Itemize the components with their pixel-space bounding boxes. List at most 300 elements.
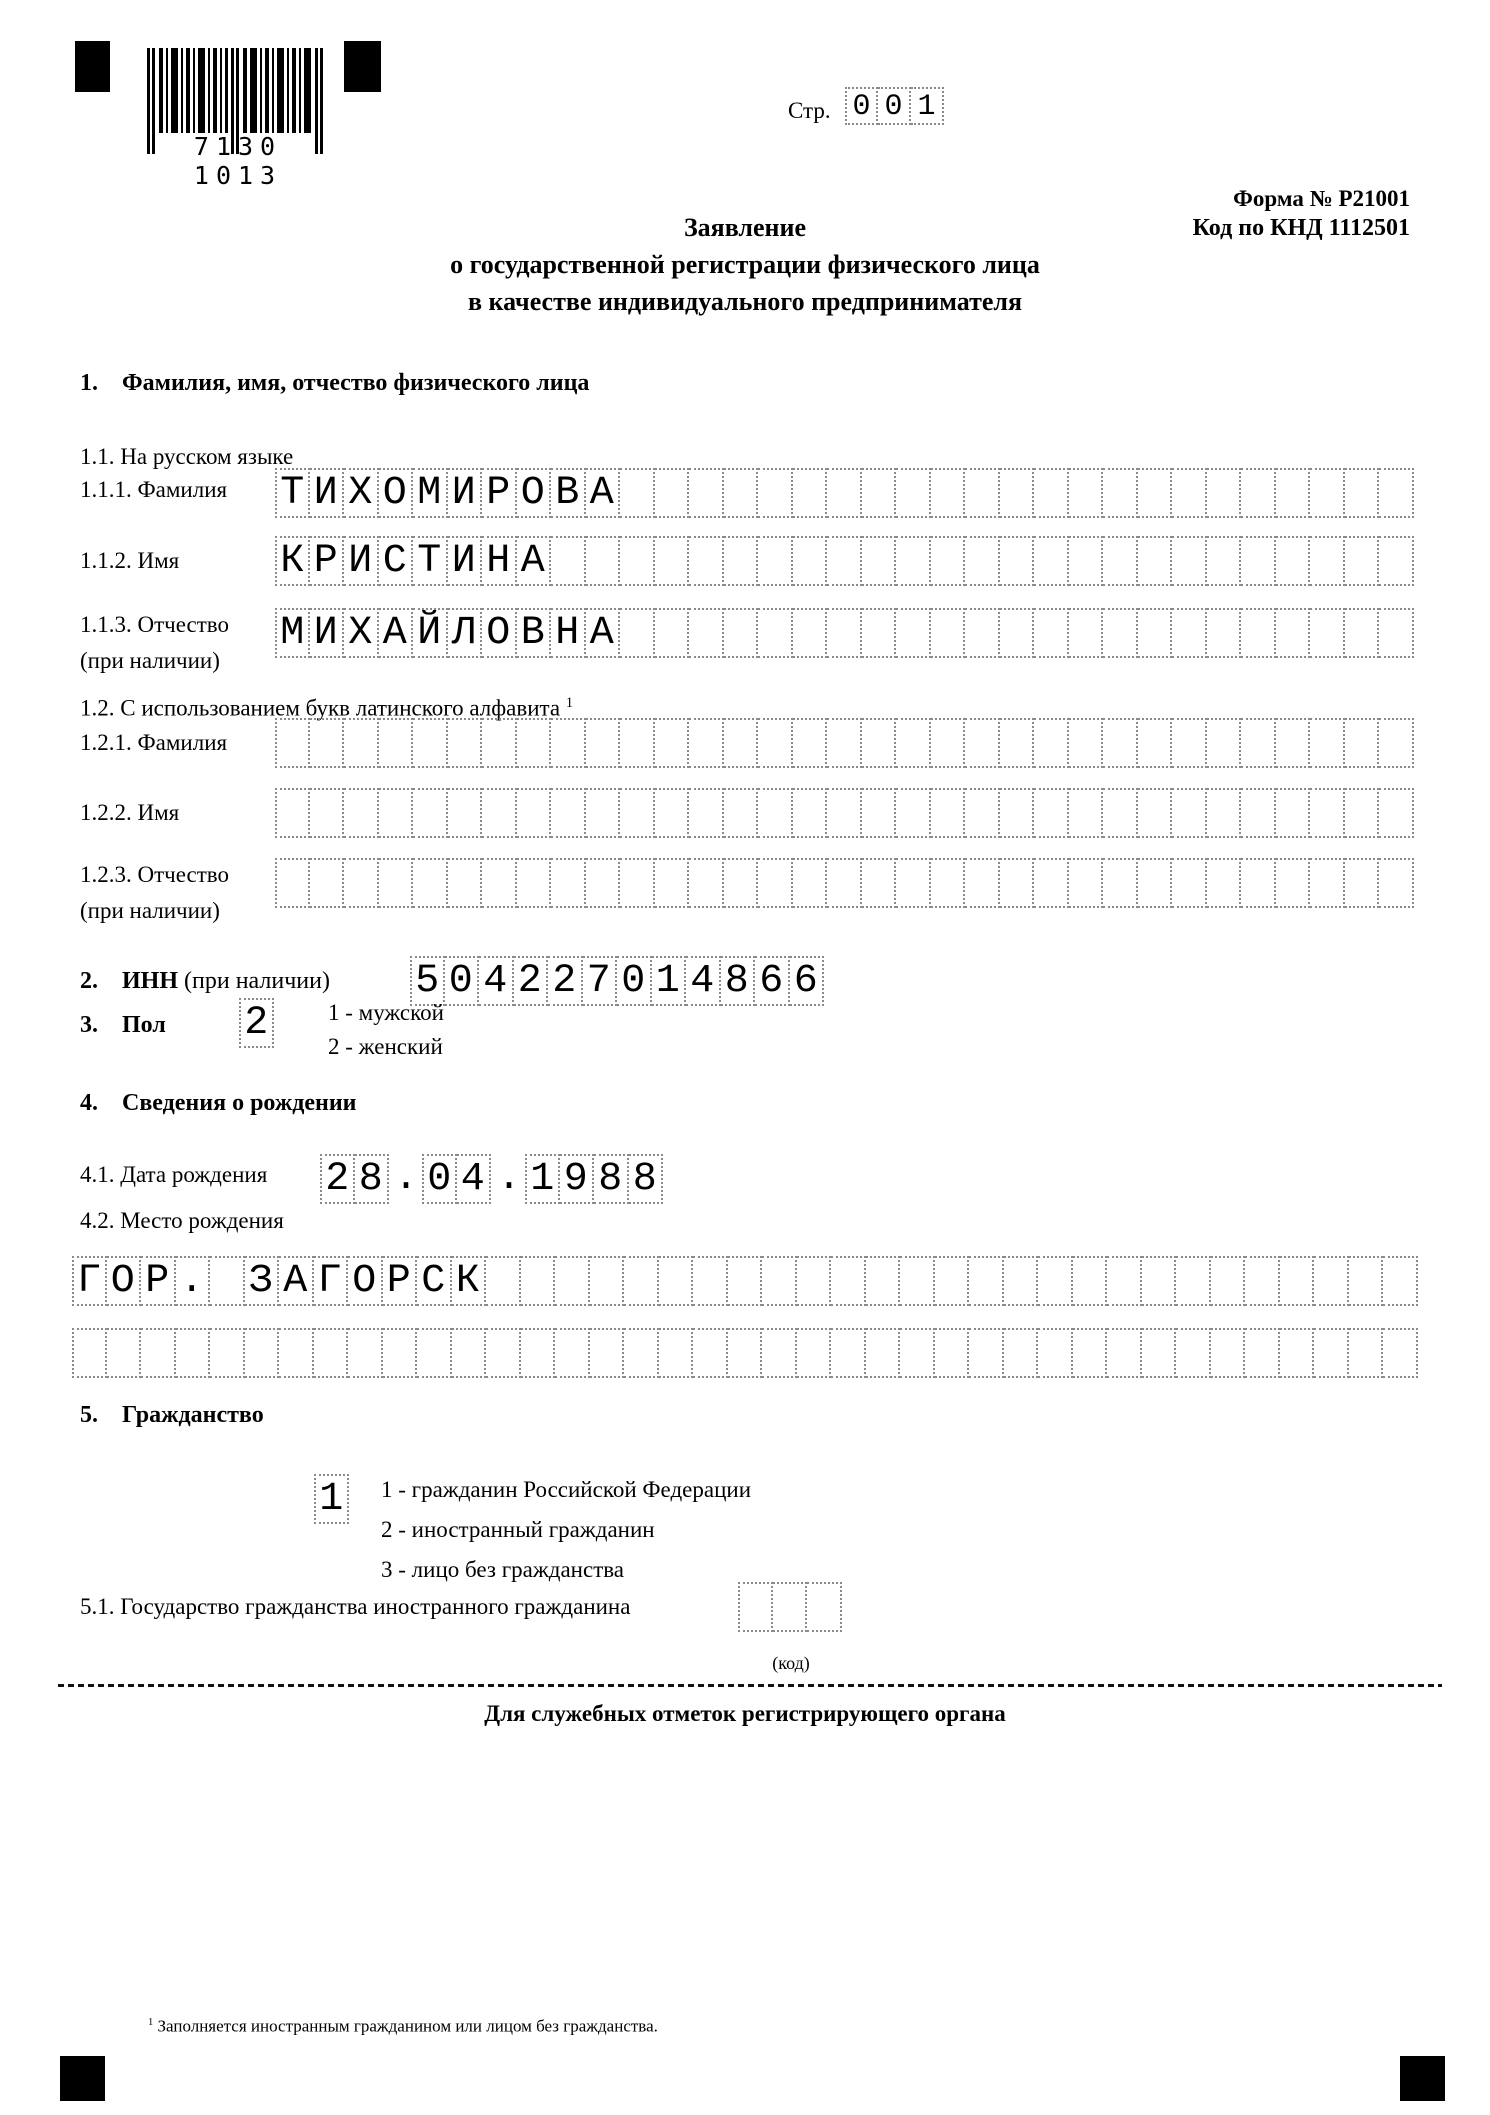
grid-cell[interactable] [1138, 788, 1173, 838]
grid-cell[interactable]: 6 [790, 956, 825, 1006]
grid-cell[interactable] [807, 1582, 842, 1632]
grid-cell[interactable] [586, 788, 621, 838]
birth-day-field[interactable] [320, 1154, 389, 1204]
grid-cell[interactable] [1000, 608, 1035, 658]
grid-cell[interactable]: Р [482, 468, 517, 518]
grid-cell[interactable]: 2 [548, 956, 583, 1006]
grid-cell[interactable] [1310, 608, 1345, 658]
patronymic-lat-field[interactable] [275, 858, 1414, 908]
grid-cell[interactable] [659, 1328, 694, 1378]
grid-cell[interactable] [1172, 718, 1207, 768]
grid-cell[interactable] [1103, 788, 1138, 838]
grid-cell[interactable] [417, 1328, 452, 1378]
grid-cell[interactable] [275, 788, 310, 838]
grid-cell[interactable] [1038, 1328, 1073, 1378]
grid-cell[interactable] [762, 1256, 797, 1306]
grid-cell[interactable] [935, 1328, 970, 1378]
grid-cell[interactable] [900, 1256, 935, 1306]
grid-cell[interactable]: 4 [479, 956, 514, 1006]
grid-cell[interactable] [1000, 858, 1035, 908]
grid-cell[interactable] [413, 858, 448, 908]
grid-cell[interactable] [1138, 468, 1173, 518]
grid-cell[interactable] [655, 536, 690, 586]
grid-cell[interactable] [555, 1328, 590, 1378]
grid-cell[interactable] [1241, 858, 1276, 908]
grid-cell[interactable] [1073, 1328, 1108, 1378]
grid-cell[interactable] [72, 1328, 107, 1378]
grid-cell[interactable] [1345, 536, 1380, 586]
grid-cell[interactable] [1245, 1328, 1280, 1378]
citizenship-code-field[interactable] [314, 1474, 349, 1524]
grid-cell[interactable] [1138, 608, 1173, 658]
grid-cell[interactable] [344, 858, 379, 908]
grid-cell[interactable]: З [245, 1256, 280, 1306]
grid-cell[interactable]: 1 [314, 1474, 349, 1524]
grid-cell[interactable] [586, 718, 621, 768]
grid-cell[interactable] [693, 1256, 728, 1306]
grid-cell[interactable]: 4 [686, 956, 721, 1006]
grid-cell[interactable] [965, 788, 1000, 838]
grid-cell[interactable] [275, 718, 310, 768]
grid-cell[interactable] [724, 858, 759, 908]
grid-cell[interactable]: Н [551, 608, 586, 658]
grid-cell[interactable] [1107, 1256, 1142, 1306]
grid-cell[interactable] [1000, 788, 1035, 838]
grid-cell[interactable]: И [310, 468, 345, 518]
grid-cell[interactable] [969, 1256, 1004, 1306]
grid-cell[interactable] [793, 536, 828, 586]
grid-cell[interactable] [831, 1328, 866, 1378]
grid-cell[interactable] [896, 858, 931, 908]
grid-cell[interactable] [586, 858, 621, 908]
grid-cell[interactable] [1211, 1328, 1246, 1378]
birth-month-field[interactable] [422, 1154, 491, 1204]
grid-cell[interactable] [866, 1328, 901, 1378]
grid-cell[interactable]: Г [314, 1256, 349, 1306]
grid-cell[interactable] [793, 718, 828, 768]
grid-cell[interactable] [1103, 608, 1138, 658]
grid-cell[interactable]: О [517, 468, 552, 518]
grid-cell[interactable]: С [417, 1256, 452, 1306]
grid-cell[interactable] [931, 608, 966, 658]
grid-cell[interactable] [728, 1328, 763, 1378]
grid-cell[interactable]: С [379, 536, 414, 586]
grid-cell[interactable] [1069, 608, 1104, 658]
grid-cell[interactable] [1276, 788, 1311, 838]
grid-cell[interactable] [517, 858, 552, 908]
grid-cell[interactable] [689, 718, 724, 768]
grid-cell[interactable] [862, 788, 897, 838]
grid-cell[interactable] [793, 468, 828, 518]
grid-cell[interactable] [1103, 468, 1138, 518]
grid-cell[interactable] [1379, 788, 1414, 838]
grid-cell[interactable]: 8 [721, 956, 756, 1006]
grid-cell[interactable]: 1 [911, 87, 944, 125]
grid-cell[interactable] [620, 608, 655, 658]
grid-cell[interactable] [900, 1328, 935, 1378]
grid-cell[interactable] [486, 1256, 521, 1306]
grid-cell[interactable] [1069, 468, 1104, 518]
grid-cell[interactable] [1172, 468, 1207, 518]
grid-cell[interactable]: 4 [457, 1154, 492, 1204]
grid-cell[interactable] [1276, 468, 1311, 518]
grid-cell[interactable] [689, 468, 724, 518]
grid-cell[interactable] [1310, 858, 1345, 908]
grid-cell[interactable] [862, 858, 897, 908]
grid-cell[interactable]: И [310, 608, 345, 658]
grid-cell[interactable] [965, 858, 1000, 908]
grid-cell[interactable] [486, 1328, 521, 1378]
grid-cell[interactable] [551, 536, 586, 586]
grid-cell[interactable] [827, 788, 862, 838]
grid-cell[interactable] [448, 788, 483, 838]
grid-cell[interactable] [896, 788, 931, 838]
grid-cell[interactable]: Х [344, 468, 379, 518]
grid-cell[interactable]: А [279, 1256, 314, 1306]
grid-cell[interactable] [896, 468, 931, 518]
grid-cell[interactable] [724, 718, 759, 768]
grid-cell[interactable] [1069, 858, 1104, 908]
grid-cell[interactable] [1207, 718, 1242, 768]
grid-cell[interactable] [969, 1328, 1004, 1378]
birth-place-field-row2[interactable] [72, 1328, 1418, 1378]
grid-cell[interactable] [344, 788, 379, 838]
grid-cell[interactable] [1280, 1256, 1315, 1306]
grid-cell[interactable] [210, 1328, 245, 1378]
grid-cell[interactable] [724, 788, 759, 838]
grid-cell[interactable] [862, 536, 897, 586]
grid-cell[interactable]: Р [383, 1256, 418, 1306]
grid-cell[interactable] [1379, 608, 1414, 658]
grid-cell[interactable]: 0 [617, 956, 652, 1006]
grid-cell[interactable] [379, 788, 414, 838]
grid-cell[interactable]: 6 [755, 956, 790, 1006]
grid-cell[interactable] [931, 788, 966, 838]
grid-cell[interactable] [620, 858, 655, 908]
grid-cell[interactable]: 1 [525, 1154, 560, 1204]
grid-cell[interactable] [1241, 468, 1276, 518]
grid-cell[interactable] [1349, 1328, 1384, 1378]
grid-cell[interactable] [1172, 536, 1207, 586]
grid-cell[interactable] [624, 1256, 659, 1306]
grid-cell[interactable] [827, 608, 862, 658]
patronymic-ru-field[interactable] [275, 608, 1414, 658]
grid-cell[interactable] [1034, 468, 1069, 518]
grid-cell[interactable]: И [448, 536, 483, 586]
grid-cell[interactable] [758, 468, 793, 518]
grid-cell[interactable] [1276, 608, 1311, 658]
grid-cell[interactable] [1280, 1328, 1315, 1378]
grid-cell[interactable]: Р [310, 536, 345, 586]
grid-cell[interactable] [931, 718, 966, 768]
grid-cell[interactable] [896, 608, 931, 658]
grid-cell[interactable] [1138, 858, 1173, 908]
grid-cell[interactable] [1345, 788, 1380, 838]
grid-cell[interactable] [1207, 468, 1242, 518]
grid-cell[interactable] [827, 536, 862, 586]
grid-cell[interactable] [624, 1328, 659, 1378]
grid-cell[interactable] [1000, 718, 1035, 768]
grid-cell[interactable] [724, 608, 759, 658]
grid-cell[interactable] [1172, 608, 1207, 658]
page-number-field[interactable] [845, 87, 944, 125]
foreign-state-code-field[interactable] [738, 1582, 842, 1632]
grid-cell[interactable] [448, 858, 483, 908]
grid-cell[interactable] [965, 608, 1000, 658]
grid-cell[interactable] [797, 1256, 832, 1306]
grid-cell[interactable]: 2 [239, 998, 274, 1048]
grid-cell[interactable] [762, 1328, 797, 1378]
grid-cell[interactable] [1142, 1328, 1177, 1378]
grid-cell[interactable] [521, 1256, 556, 1306]
grid-cell[interactable] [1379, 468, 1414, 518]
grid-cell[interactable]: Т [275, 468, 310, 518]
grid-cell[interactable] [245, 1328, 280, 1378]
grid-cell[interactable] [1207, 858, 1242, 908]
grid-cell[interactable]: О [482, 608, 517, 658]
grid-cell[interactable] [1142, 1256, 1177, 1306]
grid-cell[interactable] [793, 788, 828, 838]
grid-cell[interactable] [758, 858, 793, 908]
grid-cell[interactable]: Х [344, 608, 379, 658]
grid-cell[interactable] [452, 1328, 487, 1378]
grid-cell[interactable] [413, 718, 448, 768]
grid-cell[interactable] [655, 468, 690, 518]
grid-cell[interactable] [344, 718, 379, 768]
grid-cell[interactable] [413, 788, 448, 838]
grid-cell[interactable] [1379, 536, 1414, 586]
grid-cell[interactable] [827, 858, 862, 908]
grid-cell[interactable] [655, 788, 690, 838]
surname-lat-field[interactable] [275, 718, 1414, 768]
grid-cell[interactable] [482, 858, 517, 908]
grid-cell[interactable] [1207, 788, 1242, 838]
grid-cell[interactable]: И [448, 468, 483, 518]
grid-cell[interactable]: 8 [355, 1154, 390, 1204]
grid-cell[interactable] [931, 858, 966, 908]
grid-cell[interactable]: В [517, 608, 552, 658]
grid-cell[interactable] [1310, 536, 1345, 586]
grid-cell[interactable] [1383, 1256, 1418, 1306]
grid-cell[interactable]: Й [413, 608, 448, 658]
grid-cell[interactable] [689, 788, 724, 838]
grid-cell[interactable]: 0 [422, 1154, 457, 1204]
grid-cell[interactable]: Л [448, 608, 483, 658]
grid-cell[interactable] [551, 718, 586, 768]
grid-cell[interactable] [1000, 468, 1035, 518]
grid-cell[interactable] [521, 1328, 556, 1378]
grid-cell[interactable] [1241, 718, 1276, 768]
grid-cell[interactable] [1276, 536, 1311, 586]
grid-cell[interactable] [1211, 1256, 1246, 1306]
grid-cell[interactable] [141, 1328, 176, 1378]
grid-cell[interactable] [896, 536, 931, 586]
grid-cell[interactable] [659, 1256, 694, 1306]
grid-cell[interactable] [758, 608, 793, 658]
grid-cell[interactable] [517, 788, 552, 838]
grid-cell[interactable] [1034, 718, 1069, 768]
grid-cell[interactable]: А [517, 536, 552, 586]
grid-cell[interactable] [1207, 536, 1242, 586]
grid-cell[interactable] [1345, 468, 1380, 518]
grid-cell[interactable] [689, 608, 724, 658]
grid-cell[interactable] [1379, 718, 1414, 768]
grid-cell[interactable] [1276, 858, 1311, 908]
grid-cell[interactable] [176, 1328, 211, 1378]
grid-cell[interactable] [655, 608, 690, 658]
grid-cell[interactable]: 8 [594, 1154, 629, 1204]
grid-cell[interactable] [620, 536, 655, 586]
grid-cell[interactable] [1004, 1328, 1039, 1378]
grid-cell[interactable]: . [176, 1256, 211, 1306]
grid-cell[interactable] [620, 468, 655, 518]
grid-cell[interactable]: А [586, 608, 621, 658]
grid-cell[interactable] [107, 1328, 142, 1378]
grid-cell[interactable] [965, 536, 1000, 586]
grid-cell[interactable] [1069, 536, 1104, 586]
grid-cell[interactable] [1138, 718, 1173, 768]
grid-cell[interactable] [827, 468, 862, 518]
inn-field[interactable] [410, 956, 824, 1006]
grid-cell[interactable] [1138, 536, 1173, 586]
grid-cell[interactable] [1207, 608, 1242, 658]
surname-ru-field[interactable] [275, 468, 1414, 518]
grid-cell[interactable] [866, 1256, 901, 1306]
grid-cell[interactable] [793, 608, 828, 658]
grid-cell[interactable]: 9 [560, 1154, 595, 1204]
grid-cell[interactable]: 8 [629, 1154, 664, 1204]
grid-cell[interactable] [551, 788, 586, 838]
grid-cell[interactable]: 0 [878, 87, 911, 125]
grid-cell[interactable] [1107, 1328, 1142, 1378]
grid-cell[interactable]: О [379, 468, 414, 518]
grid-cell[interactable] [1034, 608, 1069, 658]
grid-cell[interactable] [482, 718, 517, 768]
grid-cell[interactable] [758, 788, 793, 838]
grid-cell[interactable] [793, 858, 828, 908]
grid-cell[interactable] [310, 718, 345, 768]
grid-cell[interactable] [862, 718, 897, 768]
grid-cell[interactable] [383, 1328, 418, 1378]
grid-cell[interactable]: Т [413, 536, 448, 586]
grid-cell[interactable] [482, 788, 517, 838]
grid-cell[interactable]: Н [482, 536, 517, 586]
grid-cell[interactable] [555, 1256, 590, 1306]
grid-cell[interactable] [935, 1256, 970, 1306]
grid-cell[interactable] [1245, 1256, 1280, 1306]
grid-cell[interactable]: К [452, 1256, 487, 1306]
grid-cell[interactable]: М [413, 468, 448, 518]
grid-cell[interactable] [448, 718, 483, 768]
grid-cell[interactable] [279, 1328, 314, 1378]
grid-cell[interactable]: 1 [652, 956, 687, 1006]
grid-cell[interactable] [590, 1256, 625, 1306]
grid-cell[interactable]: 7 [583, 956, 618, 1006]
grid-cell[interactable] [689, 536, 724, 586]
grid-cell[interactable] [1345, 608, 1380, 658]
grid-cell[interactable] [773, 1582, 808, 1632]
grid-cell[interactable] [728, 1256, 763, 1306]
grid-cell[interactable] [1314, 1256, 1349, 1306]
grid-cell[interactable] [965, 468, 1000, 518]
grid-cell[interactable] [931, 536, 966, 586]
grid-cell[interactable] [1310, 718, 1345, 768]
grid-cell[interactable] [831, 1256, 866, 1306]
grid-cell[interactable] [1176, 1256, 1211, 1306]
grid-cell[interactable] [827, 718, 862, 768]
name-lat-field[interactable] [275, 788, 1414, 838]
grid-cell[interactable] [1073, 1256, 1108, 1306]
grid-cell[interactable]: 2 [320, 1154, 355, 1204]
grid-cell[interactable] [1349, 1256, 1384, 1306]
grid-cell[interactable] [379, 718, 414, 768]
grid-cell[interactable] [1241, 608, 1276, 658]
grid-cell[interactable] [1034, 858, 1069, 908]
grid-cell[interactable] [1069, 718, 1104, 768]
grid-cell[interactable]: В [551, 468, 586, 518]
grid-cell[interactable] [797, 1328, 832, 1378]
grid-cell[interactable] [655, 858, 690, 908]
grid-cell[interactable] [1345, 718, 1380, 768]
grid-cell[interactable] [1241, 536, 1276, 586]
grid-cell[interactable] [1103, 858, 1138, 908]
grid-cell[interactable] [620, 788, 655, 838]
grid-cell[interactable] [758, 536, 793, 586]
grid-cell[interactable] [1038, 1256, 1073, 1306]
grid-cell[interactable] [1172, 788, 1207, 838]
grid-cell[interactable] [379, 858, 414, 908]
grid-cell[interactable] [655, 718, 690, 768]
grid-cell[interactable] [1172, 858, 1207, 908]
grid-cell[interactable] [1379, 858, 1414, 908]
grid-cell[interactable] [1034, 536, 1069, 586]
grid-cell[interactable]: И [344, 536, 379, 586]
grid-cell[interactable] [1383, 1328, 1418, 1378]
grid-cell[interactable] [724, 536, 759, 586]
grid-cell[interactable] [590, 1328, 625, 1378]
grid-cell[interactable]: М [275, 608, 310, 658]
grid-cell[interactable] [1276, 718, 1311, 768]
grid-cell[interactable] [310, 858, 345, 908]
grid-cell[interactable] [862, 608, 897, 658]
grid-cell[interactable] [1069, 788, 1104, 838]
grid-cell[interactable]: Р [141, 1256, 176, 1306]
grid-cell[interactable] [1000, 536, 1035, 586]
grid-cell[interactable]: 2 [514, 956, 549, 1006]
grid-cell[interactable] [758, 718, 793, 768]
grid-cell[interactable] [1103, 718, 1138, 768]
grid-cell[interactable] [275, 858, 310, 908]
name-ru-field[interactable] [275, 536, 1414, 586]
grid-cell[interactable] [1310, 468, 1345, 518]
grid-cell[interactable]: О [107, 1256, 142, 1306]
grid-cell[interactable] [1310, 788, 1345, 838]
gender-code-field[interactable] [239, 998, 274, 1048]
grid-cell[interactable] [738, 1582, 773, 1632]
grid-cell[interactable] [517, 718, 552, 768]
grid-cell[interactable] [689, 858, 724, 908]
grid-cell[interactable] [314, 1328, 349, 1378]
grid-cell[interactable] [1103, 536, 1138, 586]
grid-cell[interactable]: А [586, 468, 621, 518]
grid-cell[interactable] [724, 468, 759, 518]
birth-place-field-row1[interactable] [72, 1256, 1418, 1306]
grid-cell[interactable] [965, 718, 1000, 768]
grid-cell[interactable] [896, 718, 931, 768]
grid-cell[interactable] [931, 468, 966, 518]
grid-cell[interactable] [620, 718, 655, 768]
grid-cell[interactable] [1004, 1256, 1039, 1306]
